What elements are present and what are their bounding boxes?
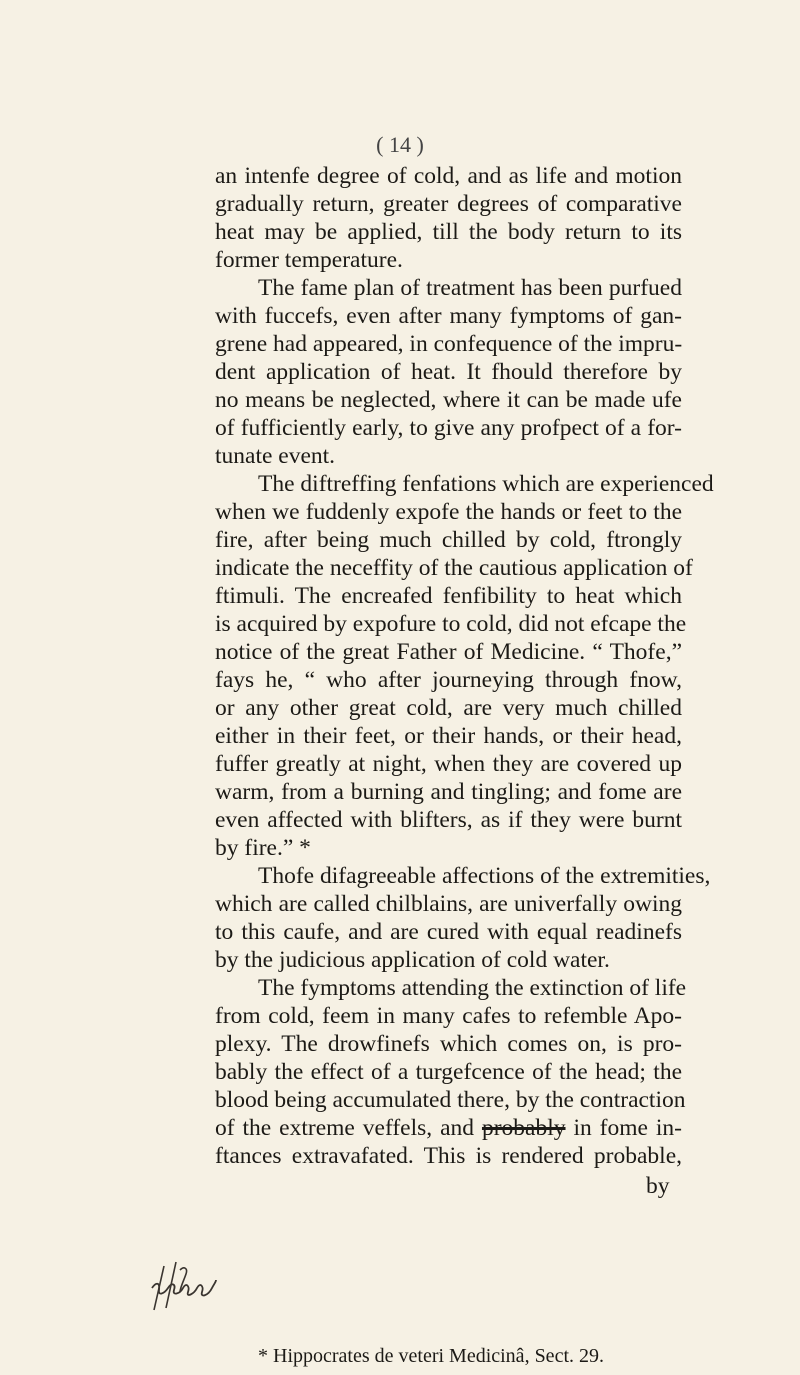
text-line: blood being accumulated there, by the contraction bbox=[215, 1087, 686, 1113]
text-line: no means be neglected, where it can be made ufe bbox=[215, 387, 682, 413]
text-line: grene had appeared, in confequence of the impru- bbox=[215, 331, 683, 357]
footnote: * Hippocrates de veteri Medicinâ, Sect. 29. bbox=[258, 1345, 604, 1367]
text-line: gradually return, greater degrees of comparative bbox=[215, 191, 682, 217]
text-line: ftances extravafated. This is rendered probable, bbox=[215, 1143, 682, 1169]
handwriting-scribble bbox=[150, 1258, 218, 1316]
text-line: indicate the neceffity of the cautious application of bbox=[215, 555, 693, 581]
text-line: fuffer greatly at night, when they are covered up bbox=[215, 751, 682, 777]
text-line: former temperature. bbox=[215, 247, 403, 273]
text-line: by the judicious application of cold water. bbox=[215, 947, 610, 973]
text-line: The fymptoms attending the extinction of life bbox=[258, 975, 687, 1001]
text-line: The diftreffing fenfations which are experienced bbox=[258, 471, 714, 497]
text-line: an intenfe degree of cold, and as life and motion bbox=[215, 163, 682, 189]
line-head: of the extreme veffels, and bbox=[215, 1115, 475, 1141]
text-line: even affected with blifters, as if they were burnt bbox=[215, 807, 682, 833]
text-line: when we fuddenly expofe the hands or feet to the bbox=[215, 499, 682, 525]
text-line: The fame plan of treatment has been purfued bbox=[258, 275, 682, 301]
text-line: which are called chilblains, are univerfally owing bbox=[215, 891, 682, 917]
catchword: by bbox=[646, 1173, 670, 1199]
text-line: or any other great cold, are very much chilled bbox=[215, 695, 682, 721]
text-line: to this caufe, and are cured with equal readinefs bbox=[215, 919, 682, 945]
text-line: of fufficiently early, to give any profpect of a for- bbox=[215, 415, 682, 441]
text-line: is acquired by expofure to cold, did not efcape the bbox=[215, 611, 687, 637]
text-line-with-correction bbox=[215, 1114, 682, 1142]
struck-word: probably bbox=[481, 1115, 566, 1141]
text-line: ftimuli. The encreafed fenfibility to heat which bbox=[215, 583, 682, 609]
text-line: with fuccefs, even after many fymptoms of gan- bbox=[215, 303, 682, 329]
text-line: dent application of heat. It fhould therefore by bbox=[215, 359, 682, 385]
page-number: ( 14 ) bbox=[376, 132, 424, 157]
handwritten-margin-note bbox=[150, 1258, 218, 1316]
text-line: from cold, feem in many cafes to refemble Apo- bbox=[215, 1003, 682, 1029]
text-line: notice of the great Father of Medicine. “ Thofe,” bbox=[215, 639, 682, 665]
text-line: by fire.” * bbox=[215, 835, 311, 861]
text-line: warm, from a burning and tingling; and fome are bbox=[215, 779, 682, 805]
text-line: fire, after being much chilled by cold, ftrongly bbox=[215, 527, 682, 553]
text-line: Thofe difagreeable affections of the extremities, bbox=[258, 863, 711, 889]
text-line: either in their feet, or their hands, or their head, bbox=[215, 723, 682, 749]
text-line: fays he, “ who after journeying through fnow, bbox=[215, 667, 682, 693]
text-line: bably the effect of a turgefcence of the head; the bbox=[215, 1059, 682, 1085]
text-line: heat may be applied, till the body return to its bbox=[215, 219, 682, 245]
text-line: tunate event. bbox=[215, 443, 336, 469]
line-tail: in fome in- bbox=[573, 1115, 682, 1141]
text-line: plexy. The drowfinefs which comes on, is pro- bbox=[215, 1031, 682, 1057]
